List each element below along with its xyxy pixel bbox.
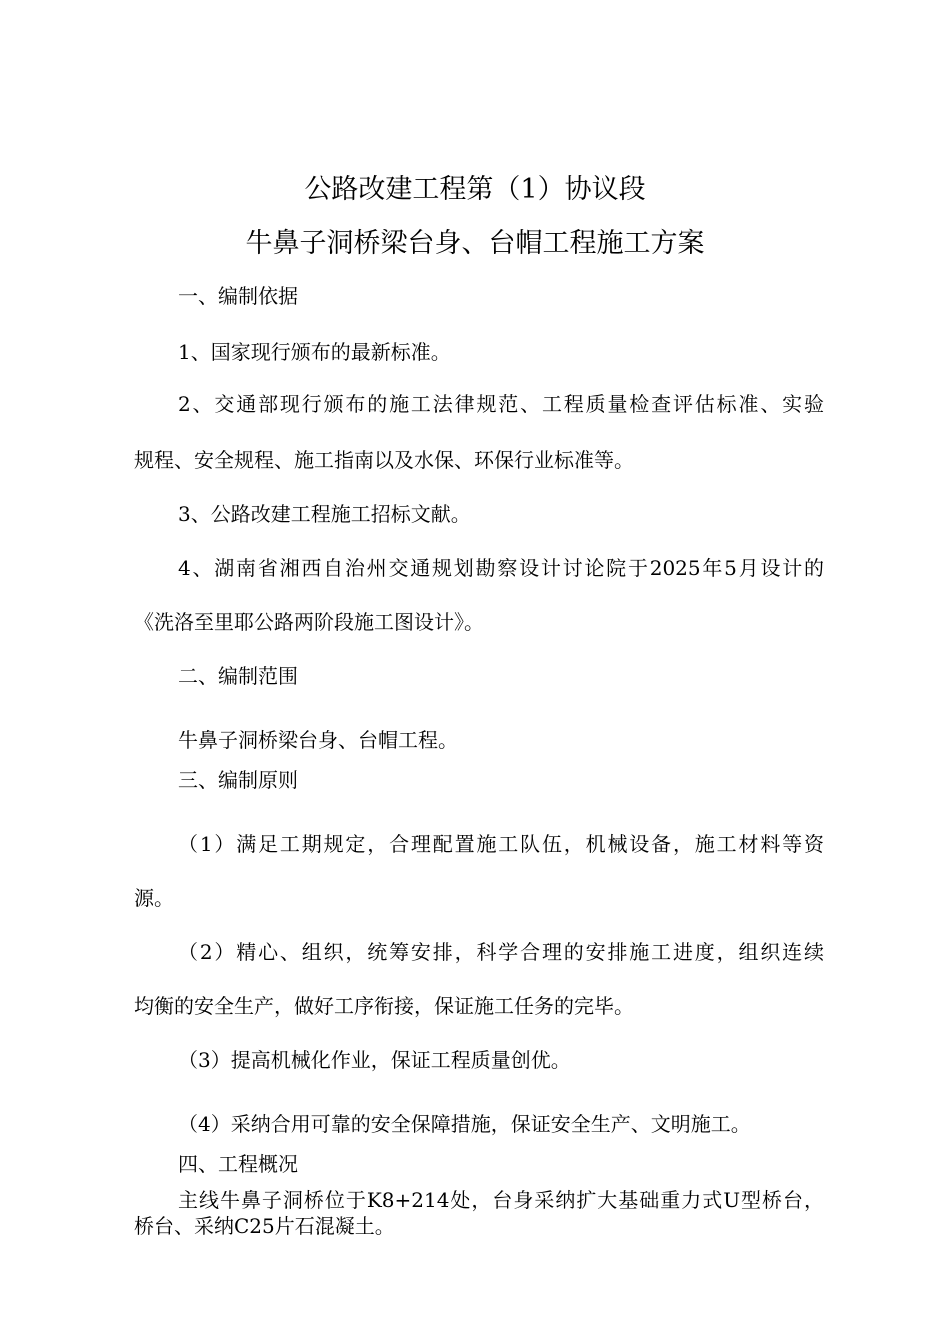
- principle-3: （3）提高机械化作业，保证工程质量创优。: [178, 1048, 571, 1072]
- overview-body-line1: 主线牛鼻子洞桥位于K8+214处，台身采纳扩大基础重力式U型桥台，: [178, 1188, 824, 1212]
- document-title-line2: 牛鼻子洞桥梁台身、台帽工程施工方案: [245, 228, 705, 259]
- basis-item-2-line1: 2、交通部现行颁布的施工法律规范、工程质量检查评估标准、实验: [178, 392, 824, 416]
- basis-item-4-line2: 《洗洛至里耶公路两阶段施工图设计》。: [134, 610, 484, 634]
- principle-1-line1: （1）满足工期规定，合理配置施工队伍，机械设备，施工材料等资: [178, 832, 824, 856]
- basis-item-1: 1、国家现行颁布的最新标准。: [178, 340, 451, 364]
- document-title-line1: 公路改建工程第（1）协议段: [304, 174, 646, 205]
- principle-4: （4）采纳合用可靠的安全保障措施，保证安全生产、文明施工。: [178, 1112, 751, 1136]
- basis-item-3: 3、公路改建工程施工招标文献。: [178, 502, 471, 526]
- principle-2-line1: （2）精心、组织，统筹安排，科学合理的安排施工进度，组织连续: [178, 940, 824, 964]
- basis-item-4-line1: 4、湖南省湘西自治州交通规划勘察设计讨论院于2025年5月设计的: [178, 556, 824, 580]
- section-heading-scope: 二、编制范围: [178, 664, 298, 688]
- section-heading-overview: 四、工程概况: [178, 1152, 298, 1176]
- principle-2-line2: 均衡的安全生产，做好工序衔接，保证施工任务的完毕。: [134, 994, 634, 1018]
- basis-item-2-line2: 规程、安全规程、施工指南以及水保、环保行业标准等。: [134, 448, 634, 472]
- overview-body-line2: 桥台、采纳C25片石混凝土。: [134, 1214, 395, 1238]
- section-heading-basis: 一、编制依据: [178, 284, 298, 308]
- scope-body: 牛鼻子洞桥梁台身、台帽工程。: [178, 728, 458, 752]
- principle-1-line2: 源。: [134, 886, 174, 910]
- section-heading-principles: 三、编制原则: [178, 768, 298, 792]
